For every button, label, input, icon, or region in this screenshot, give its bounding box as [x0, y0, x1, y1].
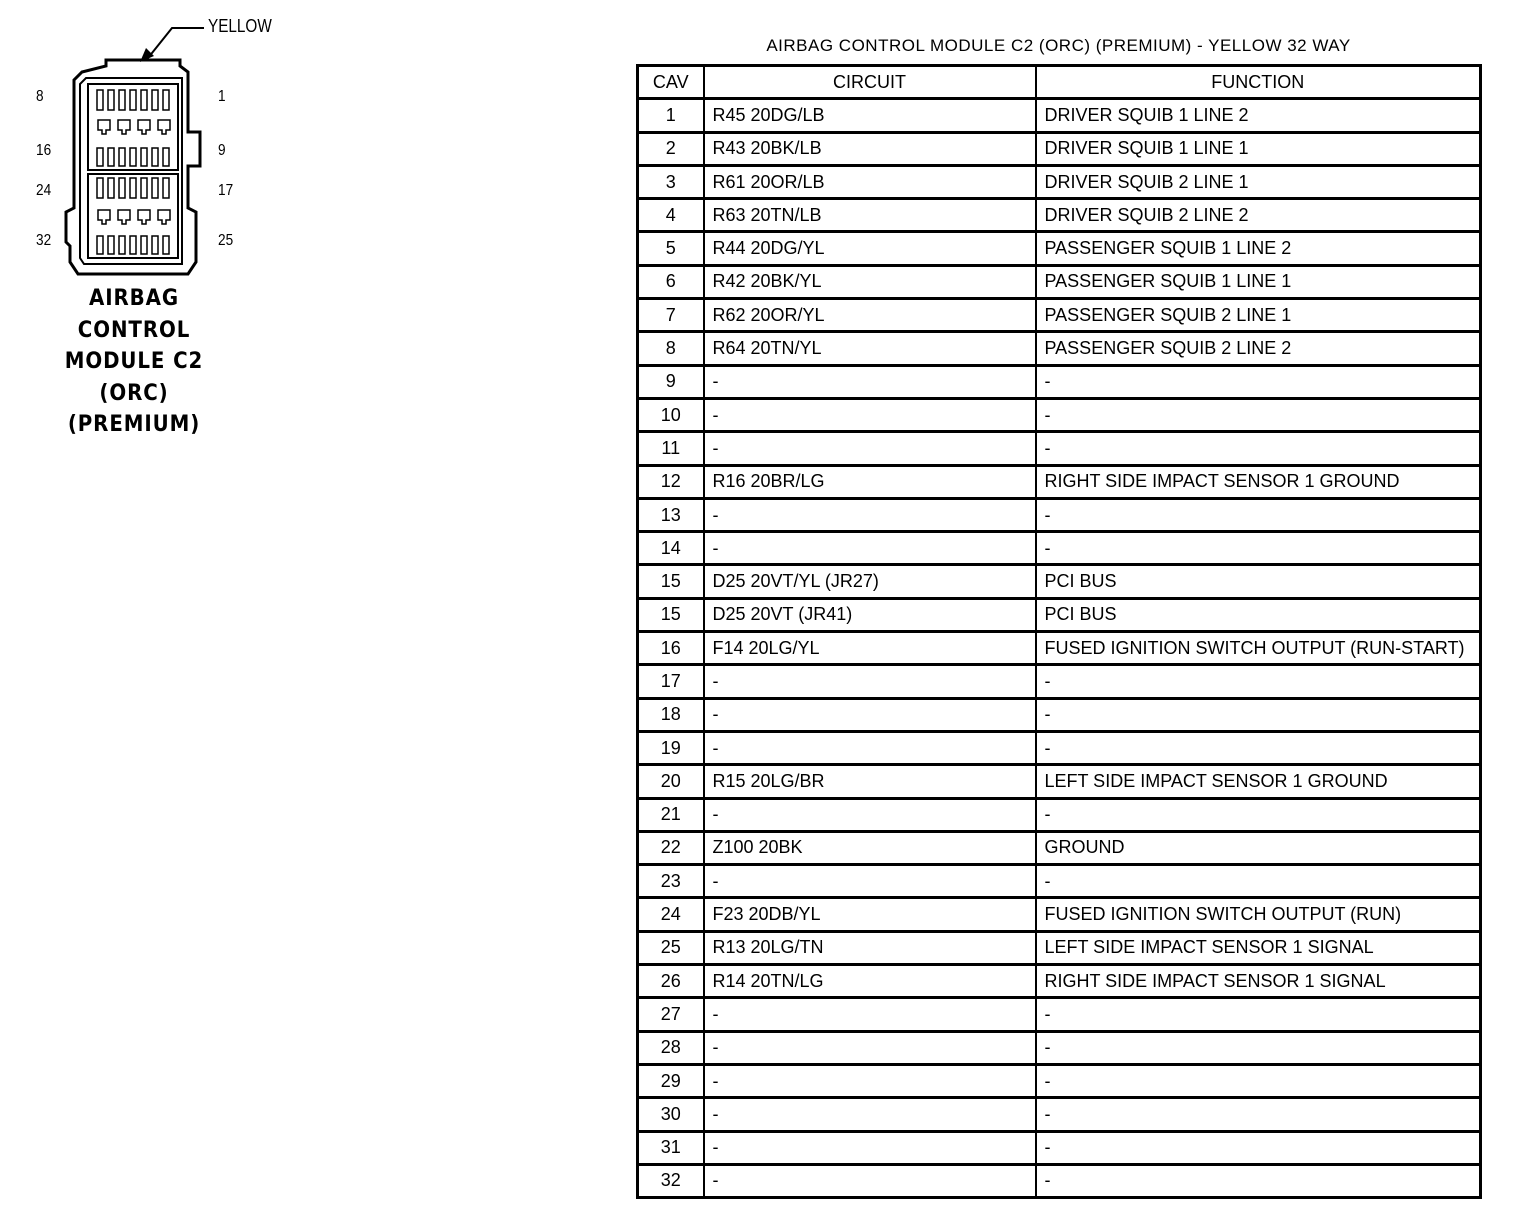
- module-title-line: (ORC): [99, 380, 169, 406]
- function-cell: PASSENGER SQUIB 1 LINE 2: [1036, 232, 1481, 265]
- function-cell: -: [1036, 698, 1481, 731]
- table-row: [638, 831, 1481, 864]
- table-row: [638, 398, 1481, 431]
- table-row: [638, 665, 1481, 698]
- module-title-line: MODULE C2: [64, 349, 204, 374]
- circuit-cell: -: [704, 1164, 1036, 1197]
- function-cell: PASSENGER SQUIB 2 LINE 1: [1036, 299, 1481, 332]
- header-cav: CAV: [638, 66, 704, 99]
- function-cell: -: [1036, 432, 1481, 465]
- table-row: [638, 765, 1481, 798]
- cav-cell: 1: [638, 99, 704, 132]
- function-cell: DRIVER SQUIB 2 LINE 2: [1036, 199, 1481, 232]
- circuit-cell: -: [704, 731, 1036, 764]
- cav-cell: 11: [638, 432, 704, 465]
- function-cell: -: [1036, 498, 1481, 531]
- function-cell: LEFT SIDE IMPACT SENSOR 1 SIGNAL: [1036, 931, 1481, 964]
- function-cell: PASSENGER SQUIB 1 LINE 1: [1036, 265, 1481, 298]
- circuit-cell: R14 20TN/LG: [704, 965, 1036, 998]
- function-cell: -: [1036, 1164, 1481, 1197]
- table-row: [638, 432, 1481, 465]
- cav-cell: 23: [638, 865, 704, 898]
- table-row: [638, 1164, 1481, 1197]
- table-row: [638, 232, 1481, 265]
- cav-cell: 25: [638, 931, 704, 964]
- cav-cell: 6: [638, 265, 704, 298]
- function-cell: -: [1036, 998, 1481, 1031]
- circuit-cell: Z100 20BK: [704, 831, 1036, 864]
- table-row: [638, 898, 1481, 931]
- module-title-line: (PREMIUM): [67, 412, 201, 437]
- table-row: [638, 1098, 1481, 1131]
- circuit-cell: -: [704, 1031, 1036, 1064]
- function-cell: DRIVER SQUIB 2 LINE 1: [1036, 165, 1481, 198]
- circuit-cell: R61 20OR/LB: [704, 165, 1036, 198]
- function-cell: RIGHT SIDE IMPACT SENSOR 1 GROUND: [1036, 465, 1481, 498]
- table-row: [638, 798, 1481, 831]
- circuit-cell: R43 20BK/LB: [704, 132, 1036, 165]
- pin-label-9: 9: [218, 142, 226, 159]
- connector-housing-outer: [66, 60, 200, 274]
- cav-cell: 15: [638, 565, 704, 598]
- color-callout-label: YELLOW: [208, 16, 272, 36]
- table-row: [638, 332, 1481, 365]
- circuit-cell: -: [704, 432, 1036, 465]
- connector-diagram: [0, 0, 320, 460]
- function-cell: PCI BUS: [1036, 565, 1481, 598]
- function-cell: FUSED IGNITION SWITCH OUTPUT (RUN-START): [1036, 632, 1481, 665]
- table-header-row: [638, 66, 1481, 99]
- table-row: [638, 365, 1481, 398]
- function-cell: -: [1036, 665, 1481, 698]
- circuit-cell: R15 20LG/BR: [704, 765, 1036, 798]
- pin-label-16: 16: [36, 142, 52, 159]
- table-row: [638, 498, 1481, 531]
- circuit-cell: -: [704, 398, 1036, 431]
- circuit-cell: -: [704, 698, 1036, 731]
- function-cell: RIGHT SIDE IMPACT SENSOR 1 SIGNAL: [1036, 965, 1481, 998]
- table-row: [638, 565, 1481, 598]
- circuit-cell: R64 20TN/YL: [704, 332, 1036, 365]
- table-row: [638, 165, 1481, 198]
- table-row: [638, 265, 1481, 298]
- circuit-cell: R44 20DG/YL: [704, 232, 1036, 265]
- cav-cell: 14: [638, 532, 704, 565]
- cav-cell: 27: [638, 998, 704, 1031]
- cav-cell: 3: [638, 165, 704, 198]
- function-cell: GROUND: [1036, 831, 1481, 864]
- function-cell: DRIVER SQUIB 1 LINE 2: [1036, 99, 1481, 132]
- cav-cell: 16: [638, 632, 704, 665]
- function-cell: -: [1036, 1131, 1481, 1164]
- circuit-cell: -: [704, 665, 1036, 698]
- table-row: [638, 698, 1481, 731]
- circuit-cell: R63 20TN/LB: [704, 199, 1036, 232]
- table-row: [638, 1064, 1481, 1097]
- cav-cell: 17: [638, 665, 704, 698]
- module-title: [40, 283, 228, 441]
- cav-cell: 12: [638, 465, 704, 498]
- circuit-cell: -: [704, 998, 1036, 1031]
- table-row: [638, 865, 1481, 898]
- table-row: [638, 132, 1481, 165]
- callout-leader-line: [148, 28, 204, 58]
- cav-cell: 9: [638, 365, 704, 398]
- cav-cell: 30: [638, 1098, 704, 1131]
- upper-cavity-block: [88, 84, 178, 170]
- function-cell: -: [1036, 731, 1481, 764]
- table-row: [638, 998, 1481, 1031]
- function-cell: PCI BUS: [1036, 598, 1481, 631]
- circuit-cell: F14 20LG/YL: [704, 632, 1036, 665]
- pin-label-17: 17: [218, 182, 234, 199]
- cav-cell: 19: [638, 731, 704, 764]
- cav-cell: 32: [638, 1164, 704, 1197]
- cav-cell: 10: [638, 398, 704, 431]
- cav-cell: 26: [638, 965, 704, 998]
- cav-cell: 18: [638, 698, 704, 731]
- function-cell: FUSED IGNITION SWITCH OUTPUT (RUN): [1036, 898, 1481, 931]
- circuit-cell: R42 20BK/YL: [704, 265, 1036, 298]
- table-row: [638, 199, 1481, 232]
- module-title-line: CONTROL: [77, 317, 191, 343]
- cavity-slots: [97, 90, 170, 254]
- circuit-cell: D25 20VT/YL (JR27): [704, 565, 1036, 598]
- table-row: [638, 1031, 1481, 1064]
- function-cell: -: [1036, 1031, 1481, 1064]
- circuit-cell: -: [704, 1131, 1036, 1164]
- pin-label-8: 8: [36, 88, 44, 105]
- cav-cell: 20: [638, 765, 704, 798]
- cav-cell: 24: [638, 898, 704, 931]
- function-cell: -: [1036, 398, 1481, 431]
- cav-cell: 31: [638, 1131, 704, 1164]
- cav-cell: 15: [638, 598, 704, 631]
- cav-cell: 22: [638, 831, 704, 864]
- circuit-cell: R16 20BR/LG: [704, 465, 1036, 498]
- lower-cavity-block: [88, 174, 178, 258]
- function-cell: -: [1036, 1098, 1481, 1131]
- cav-cell: 13: [638, 498, 704, 531]
- circuit-cell: -: [704, 532, 1036, 565]
- cav-cell: 2: [638, 132, 704, 165]
- function-cell: -: [1036, 798, 1481, 831]
- pinout-table: [636, 64, 1482, 1199]
- cav-cell: 5: [638, 232, 704, 265]
- circuit-cell: -: [704, 798, 1036, 831]
- table-title: AIRBAG CONTROL MODULE C2 (ORC) (PREMIUM) - YELLOW 32 WAY: [766, 36, 1351, 55]
- table-row: [638, 731, 1481, 764]
- table-row: [638, 632, 1481, 665]
- header-circuit: CIRCUIT: [704, 66, 1036, 99]
- cav-cell: 7: [638, 299, 704, 332]
- function-cell: -: [1036, 365, 1481, 398]
- cav-cell: 21: [638, 798, 704, 831]
- cav-cell: 28: [638, 1031, 704, 1064]
- cav-cell: 8: [638, 332, 704, 365]
- table-row: [638, 598, 1481, 631]
- table-row: [638, 532, 1481, 565]
- circuit-cell: -: [704, 1064, 1036, 1097]
- cav-cell: 4: [638, 199, 704, 232]
- function-cell: DRIVER SQUIB 1 LINE 1: [1036, 132, 1481, 165]
- circuit-cell: -: [704, 865, 1036, 898]
- table-row: [638, 299, 1481, 332]
- circuit-cell: R62 20OR/YL: [704, 299, 1036, 332]
- table-row: [638, 465, 1481, 498]
- header-function: FUNCTION: [1036, 66, 1481, 99]
- table-body: [638, 99, 1481, 1198]
- circuit-cell: R45 20DG/LB: [704, 99, 1036, 132]
- function-cell: -: [1036, 865, 1481, 898]
- circuit-cell: D25 20VT (JR41): [704, 598, 1036, 631]
- pin-label-24: 24: [36, 182, 52, 199]
- function-cell: LEFT SIDE IMPACT SENSOR 1 GROUND: [1036, 765, 1481, 798]
- pin-label-1: 1: [218, 88, 226, 105]
- table-row: [638, 965, 1481, 998]
- table-row: [638, 931, 1481, 964]
- circuit-cell: -: [704, 365, 1036, 398]
- circuit-cell: -: [704, 498, 1036, 531]
- cav-cell: 29: [638, 1064, 704, 1097]
- table-row: [638, 1131, 1481, 1164]
- table-row: [638, 99, 1481, 132]
- function-cell: PASSENGER SQUIB 2 LINE 2: [1036, 332, 1481, 365]
- circuit-cell: F23 20DB/YL: [704, 898, 1036, 931]
- circuit-cell: -: [704, 1098, 1036, 1131]
- circuit-cell: R13 20LG/TN: [704, 931, 1036, 964]
- pin-label-25: 25: [218, 232, 234, 249]
- function-cell: -: [1036, 532, 1481, 565]
- pin-label-32: 32: [36, 232, 52, 249]
- function-cell: -: [1036, 1064, 1481, 1097]
- module-title-line: AIRBAG: [88, 286, 179, 311]
